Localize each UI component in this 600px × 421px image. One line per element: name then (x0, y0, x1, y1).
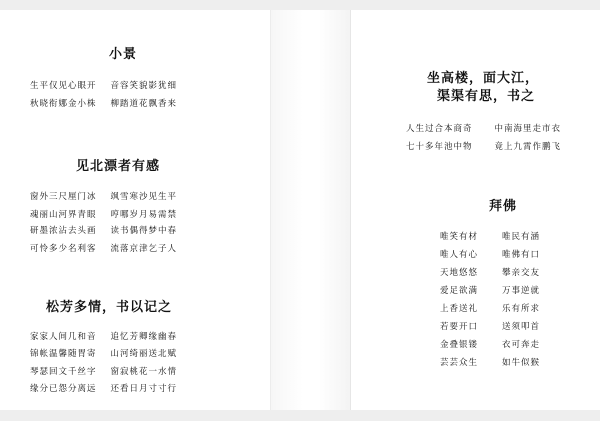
line-first-half: 唯笑有材 (440, 232, 479, 242)
line-first-half: 唯人有心 (440, 250, 479, 260)
poem-line (30, 79, 177, 91)
poem-body (440, 230, 564, 368)
line-second-half: 唯佛有口 (502, 250, 541, 260)
line-second-half: 流落京津乞子人 (110, 244, 178, 254)
poem-line (30, 208, 177, 220)
line-second-half: 音容笑貌影犹细 (110, 81, 178, 91)
line-first-half: 人生过合本商奇 (406, 124, 473, 134)
poem-title: 拜佛 (489, 199, 518, 214)
line-first-half: 若要开口 (440, 322, 479, 332)
line-second-half: 乐有所求 (502, 304, 541, 314)
line-second-half: 柳踏道花飘香来 (110, 99, 178, 109)
page-bottom-edge (0, 410, 600, 421)
line-second-half: 追忆芳卿缘幽春 (110, 332, 178, 342)
poem-line (30, 347, 177, 359)
poem-title: 小景 (109, 47, 138, 62)
line-second-half: 窗寂桃花一水情 (110, 367, 178, 377)
left-page (0, 10, 270, 410)
line-first-half: 秋晓衔娜金小株 (30, 99, 97, 109)
line-first-half: 金叠银镂 (440, 340, 479, 350)
line-first-half: 上香送礼 (440, 304, 479, 314)
line-first-half: 窗外三尺厘门冰 (30, 192, 97, 202)
line-second-half: 如牛似猴 (502, 358, 541, 368)
poem-line (30, 330, 177, 342)
book-gutter (270, 10, 351, 410)
poem-line (406, 122, 561, 134)
line-second-half: 衣可奔走 (502, 340, 541, 350)
line-first-half: 家家人间几和音 (30, 332, 97, 342)
line-first-half: 锦帐温馨随胃寄 (30, 349, 97, 359)
line-second-half: 哼哪岁月易需禁 (110, 210, 178, 220)
line-first-half: 琴瑟回文千丝字 (30, 367, 97, 377)
line-second-half: 还看日月寸寸行 (110, 384, 178, 394)
poem-line (30, 97, 177, 109)
line-second-half: 飒雪寒沙见生平 (110, 192, 178, 202)
line-second-half: 送须叩首 (502, 322, 541, 332)
line-second-half: 竟上九霄作鹏飞 (494, 142, 562, 152)
line-first-half: 芸芸众生 (440, 358, 479, 368)
line-first-half: 七十多年池中物 (406, 142, 473, 152)
line-second-half: 中南海里走市衣 (494, 124, 562, 134)
line-first-half: 研墨浓沾去头画 (30, 226, 97, 236)
line-first-half: 可怜多少名利客 (30, 244, 97, 254)
line-second-half: 万事逆就 (502, 286, 541, 296)
poem-line (30, 242, 177, 254)
line-first-half: 生平仅见心眼开 (30, 81, 97, 91)
poem-line (30, 224, 177, 236)
poem-title: 见北漂者有感 (76, 159, 161, 174)
book-spread (0, 10, 600, 410)
poem-title: 渠渠有思，书之 (437, 89, 536, 104)
line-second-half: 读书偶得梦中春 (110, 226, 178, 236)
poem-line (30, 365, 177, 377)
poem-line (30, 382, 177, 394)
line-first-half: 天地悠悠 (440, 268, 479, 278)
line-second-half: 唯民有涵 (502, 232, 541, 242)
line-second-half: 山河绮丽送北赋 (110, 349, 178, 359)
line-second-half: 攀亲交友 (502, 268, 541, 278)
line-first-half: 爱足欲满 (440, 286, 479, 296)
right-page (350, 10, 600, 410)
line-first-half: 缘分已怨分离远 (30, 384, 97, 394)
poem-title: 坐高楼，面大江， (427, 71, 540, 86)
poem-line (30, 190, 177, 202)
poem-line (406, 140, 561, 152)
line-first-half: 魂丽山河界青眼 (30, 210, 97, 220)
poem-title: 松芳多情，书以记之 (46, 300, 173, 315)
